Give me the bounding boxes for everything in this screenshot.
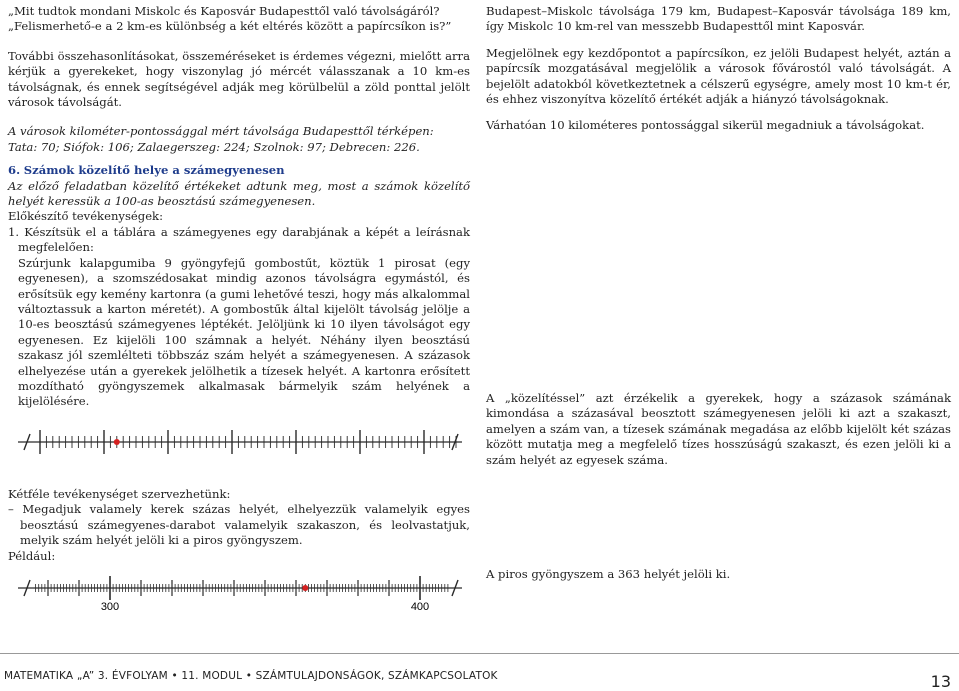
paper-strip-method: Megjelölnek egy kezdőpontot a papírcsíkon, ez jelöli Budapest helyét, aztán a papírcsík mozgatásával megjelölik a városok fővárostól való távolságát. A bejelölt adatokból következtetnek a célszerű egységre, amely most 10 km-t ér, és ehhez viszonyítva közelítő értékét adják a hiányzó távolságoknak. [486,45,951,107]
right-column-mid [486,391,951,468]
approximation-explanation: A „közelítéssel” azt érzékelik a gyerekek, hogy a százasok számának kimondása a százasával beosztott számegyenesen jelöli ki azt a szakaszt, amelyen a szám van, a tízesek számának megadása az előbb kijelölt két százas között mutatja meg a megfelelő tízes hosszúságú szakaszt, és ezen jelöli ki a szám helyét az egyesek száma. [486,391,951,467]
bead-board-figure [10,412,470,467]
step-1-body: Szúrjunk kalapgumiba 9 gyöngyfejű gombostűt, köztük 1 pirosat (egy egyenesen), a szomszédosakat mindig azonos távolságra egymástól, és erősítsük egy kemény kartonra (a gumi lehetővé teszi, hogy más alkalommal változtassuk a karton méretét). A gombostűk által kijelölt távolság jelölje a 10-es beosztású számegyenes léptékét. Jelöljünk ki 10 ilyen távolságot egy egyenesen. Ez kijelöli 100 számnak a helyét. Néhány ilyen beosztású szakasz jól szemlélteti többszáz szám helyét a számegyenesen. A százasok elhelyezése után a gyerekek jelölhetik a tízesek helyét. A kartonra erősített mozdítható gyöngyszemek alkalmasak bármelyik szám helyének a kijelölésére. [18,255,470,409]
red-bead [302,585,308,591]
distances-intro: A városok kilométer-pontossággal mért távolsága Budapesttől térképen: [8,124,434,139]
question-1: „Mit tudtok mondani Miskolc és Kaposvár Budapesttől való távolságáról? [8,4,440,18]
section-number: 6. [8,163,21,178]
bead-board-line [18,430,462,454]
distances-list: Tata: 70; Siófok: 106; Zalaegerszeg: 224; Szolnok: 97; Debrecen: 226. [8,139,420,154]
left-column [8,4,470,410]
tick-label-400: 400 [410,601,430,613]
red-bead-answer: A piros gyöngyszem a 363 helyét jelöli ki. [486,567,731,581]
question-2: „Felismerhető-e a 2 km-es különbség a két eltérés között a papírcsíkon is?” [8,19,452,34]
example-label: Például: [8,548,56,563]
number-line-figure [10,568,470,616]
comparison-paragraph: További összehasonlításokat, összeméréseket is érdemes végezni, mielőtt arra kérjük a gyerekeket, hogy viszonylag jó mércét válasszanak a 10 km-es távolságnak, és ennek segítségével adják meg körülbelül a zöld ponttal jelölt városok távolságát. [8,48,470,110]
running-footer: MATEMATIKA „A” 3. ÉVFOLYAM • 11. MODUL • SZÁMTULAJDONSÁGOK, SZÁMKAPCSOLATOK [4,670,498,682]
page-number: 13 [930,672,951,691]
section-intro: Az előző feladatban közelítő értékeket adtunk meg, most a számok közelítő helyét keressük a 100-as beosztású számegyenesen. [8,178,470,209]
section-heading [8,163,470,178]
step-1: 1. Készítsük el a táblára a számegyenes egy darabjának a képét a leírásnak megfelelően: [8,224,470,255]
activities-label: Kétféle tevékenységet szervezhetünk: [8,487,231,501]
expected-accuracy: Várhatóan 10 kilométeres pontossággal sikerül megadniuk a távolságokat. [486,118,925,133]
tick-label-300: 300 [100,601,120,613]
left-column-lower [8,487,470,564]
section-title: Számok közelítő helye a számegyenesen [23,163,285,178]
right-column-bottom [486,567,951,582]
prep-label: Előkészítő tevékenységek: [8,209,163,224]
number-line-ticks [18,576,462,600]
distance-answer: Budapest–Miskolc távolsága 179 km, Budapest–Kaposvár távolsága 189 km, így Miskolc 10 km-rel van messzebb Budapesttől mint Kaposvár. [486,4,951,34]
red-bead [114,439,120,445]
activity-1: – Megadjuk valamely kerek százas helyét, elhelyezzük valamelyik egyes beosztású számegyenes-darabot valamelyik szakaszon, és leolvastatjuk, melyik szám helyét jelöli ki a piros gyöngyszem. [8,502,470,548]
right-column-top [486,4,951,134]
footer-rule [0,653,959,654]
